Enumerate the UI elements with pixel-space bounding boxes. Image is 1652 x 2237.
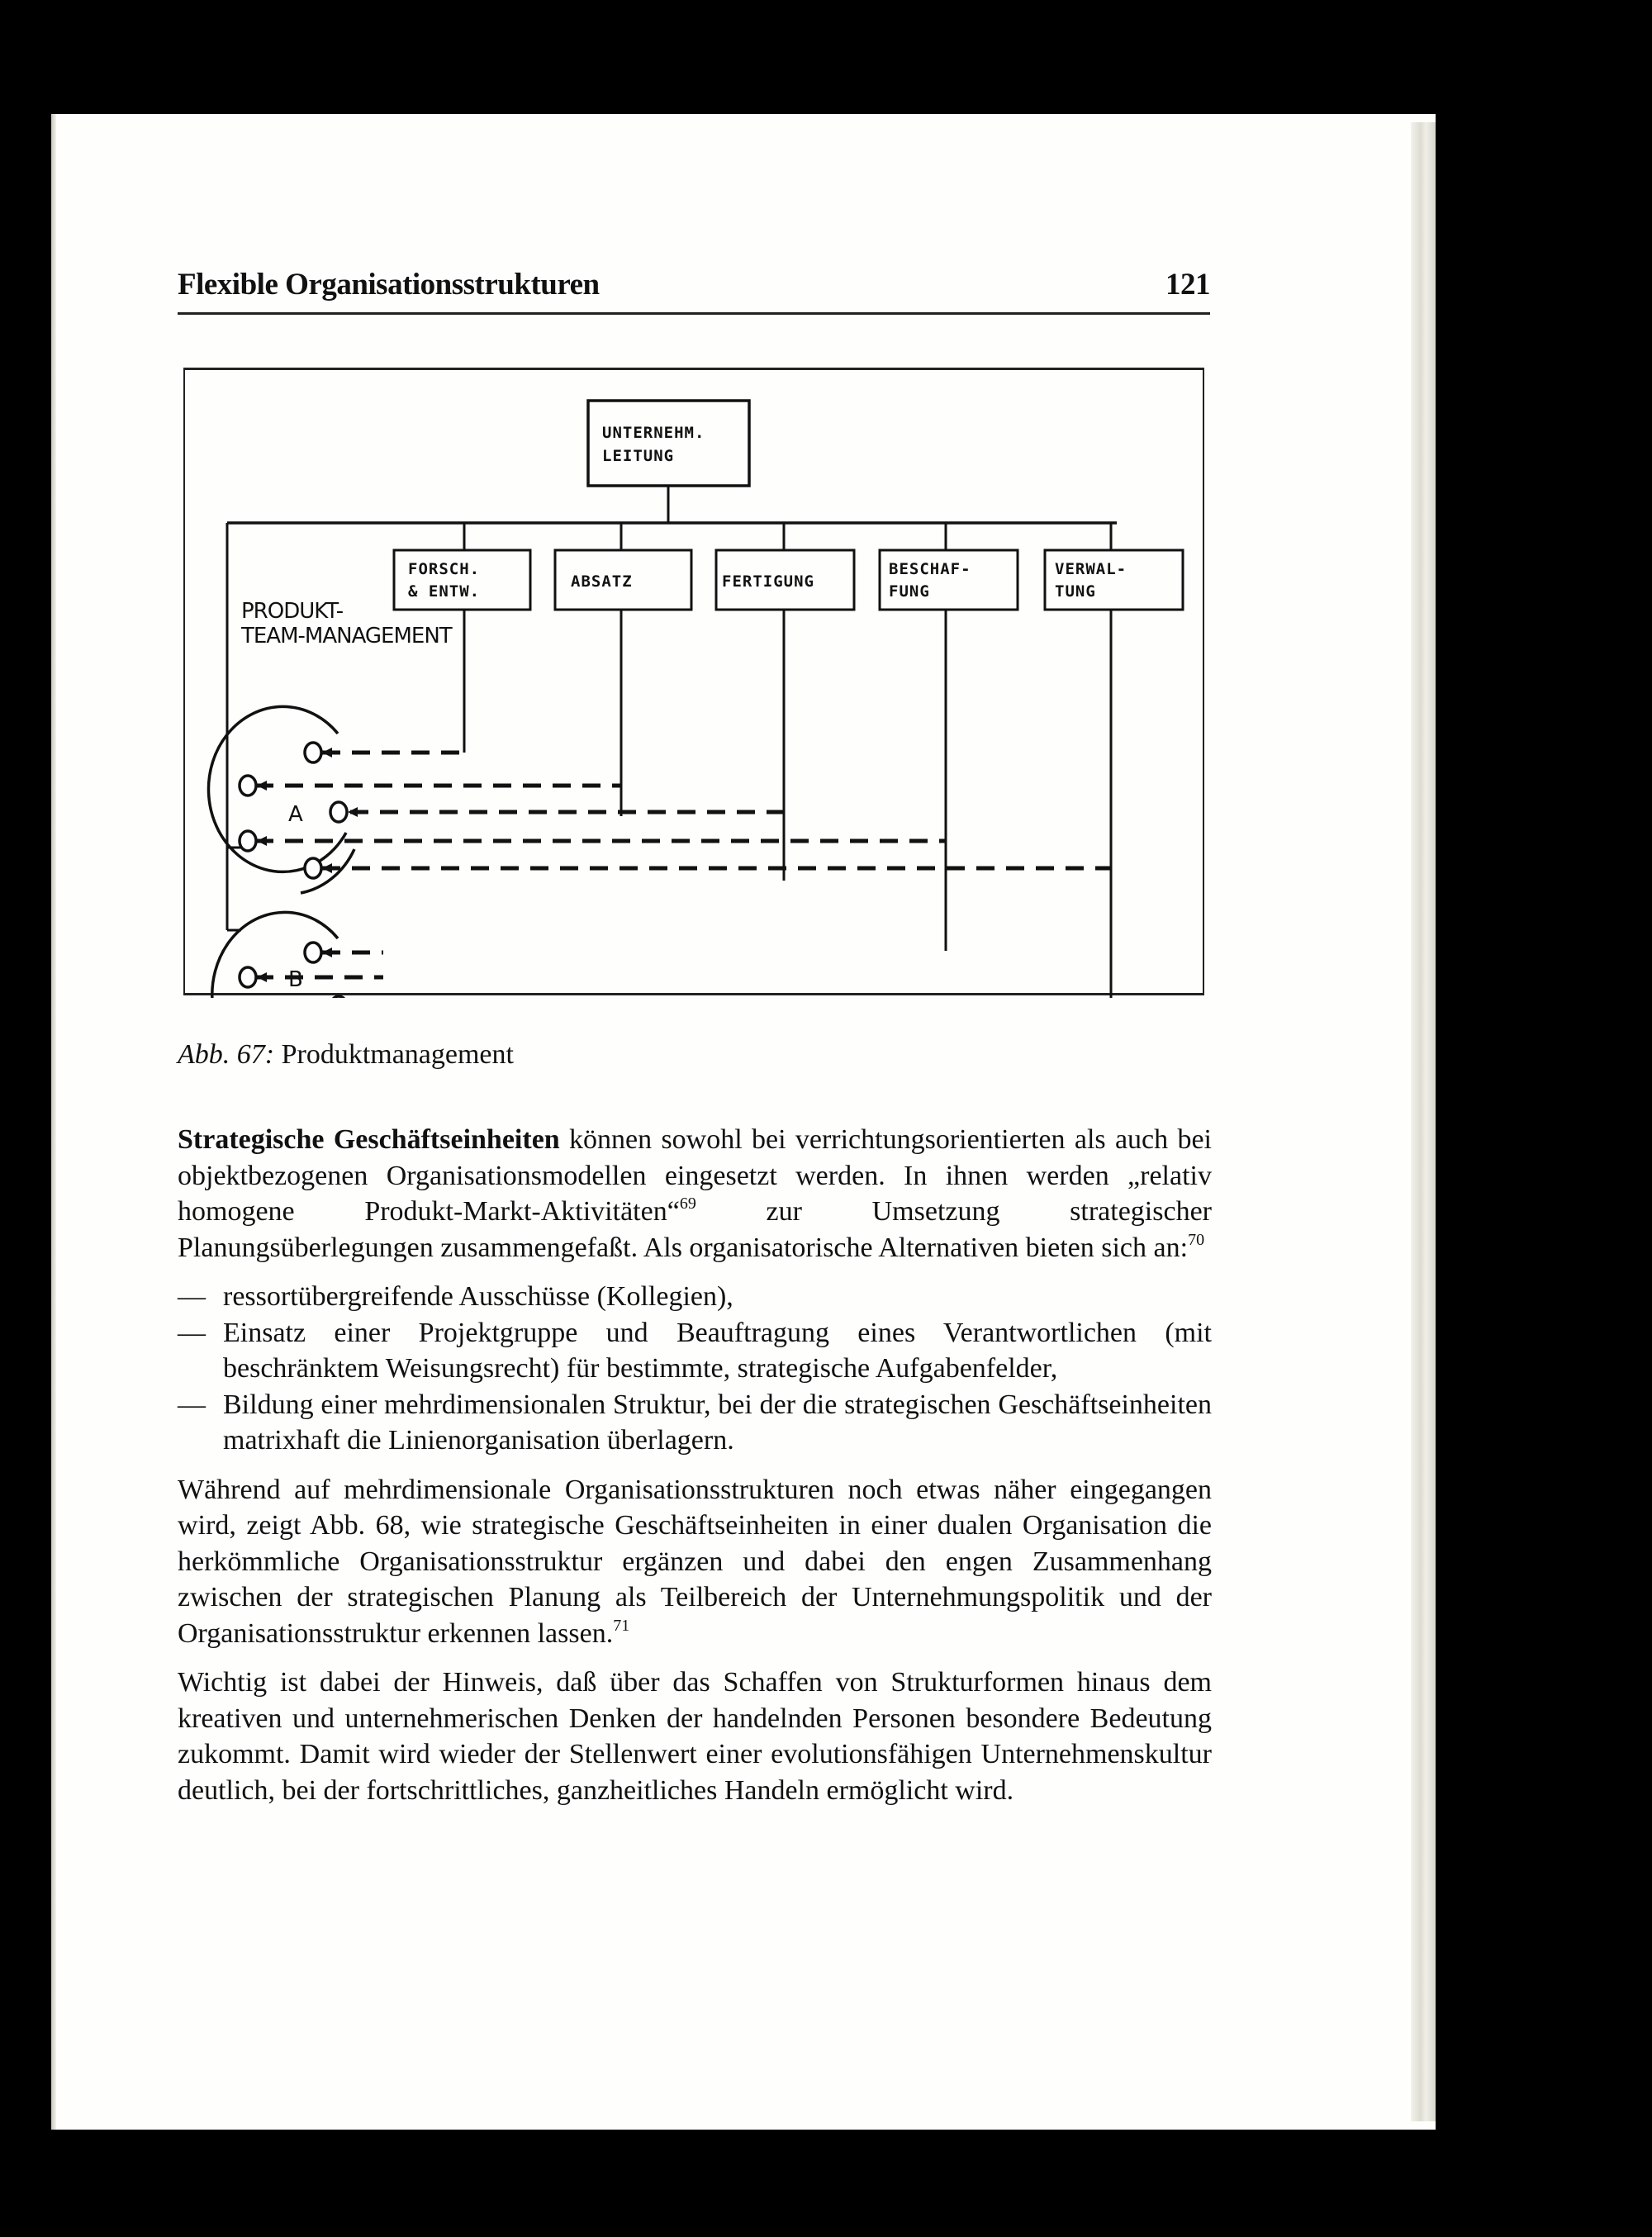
team-a-circle bbox=[208, 706, 354, 893]
dept-box-beschaf bbox=[880, 550, 1018, 610]
list-item bbox=[178, 1279, 1212, 1315]
team-b-member bbox=[240, 967, 256, 987]
alternatives-list bbox=[178, 1279, 1212, 1459]
page-gutter bbox=[51, 114, 56, 2130]
team-b-member bbox=[305, 943, 321, 962]
team-b-label: B bbox=[288, 967, 302, 992]
footnote-ref: 70 bbox=[1188, 1230, 1205, 1249]
team-a-member bbox=[240, 776, 256, 796]
team-a-member bbox=[330, 802, 347, 822]
team-management-line2: TEAM-MANAGEMENT bbox=[241, 624, 452, 648]
list-item-text: Bildung einer mehrdimensionalen Struktur, bei der die strategischen Geschäftseinheiten matrixhaft die Linienorganisation überlagern. bbox=[223, 1389, 1212, 1456]
caption-text: Produktmanagement bbox=[281, 1039, 514, 1070]
footnote-ref: 71 bbox=[613, 1616, 630, 1635]
team-a-label: A bbox=[288, 802, 302, 827]
org-chart-figure bbox=[183, 368, 1204, 995]
team-a-member bbox=[305, 743, 321, 762]
dept-fertigung-label: FERTIGUNG bbox=[722, 572, 814, 591]
org-chart-svg bbox=[185, 370, 1206, 998]
dept-box-verwal bbox=[1045, 550, 1183, 610]
dept-beschaf-line2: FUNG bbox=[889, 582, 930, 601]
paragraph-1-text-b: zur Umsetzung strategischer Planungsüberlegungen zusammengefaßt. Als organisatorische Alternativen bieten sich an: bbox=[178, 1196, 1212, 1263]
team-a-member bbox=[240, 831, 256, 851]
list-item bbox=[178, 1315, 1212, 1387]
running-head bbox=[178, 267, 1210, 302]
dept-beschaf-line1: BESCHAF- bbox=[889, 560, 971, 578]
dept-verwal-line1: VERWAL- bbox=[1055, 560, 1127, 578]
top-unit-box bbox=[588, 401, 749, 486]
dept-forsch-line1: FORSCH. bbox=[408, 560, 481, 578]
header-rule bbox=[178, 312, 1210, 315]
caption-label: Abb. 67: bbox=[178, 1039, 275, 1070]
paragraph-1-text-a: können sowohl bei verrichtungsorientierten als auch bei objektbezogenen Organisationsmodellen eingesetzt werden. In ihnen werden „relativ homogene Produkt-Markt-Aktivitäten“ bbox=[178, 1124, 1212, 1227]
page-number: 121 bbox=[1165, 268, 1210, 302]
dept-absatz-label: ABSATZ bbox=[571, 572, 633, 591]
dash-marker: — bbox=[178, 1281, 206, 1312]
top-unit-line1: UNTERNEHM. bbox=[602, 424, 705, 442]
bold-term: Strategische Geschäftseinheiten bbox=[178, 1124, 560, 1155]
team-management-line1: PRODUKT- bbox=[241, 599, 344, 624]
paragraph-3: Wichtig ist dabei der Hinweis, daß über das Schaffen von Strukturformen hinaus dem kreativen und unternehmerischen Denken der handelnden Personen besondere Bedeutung zukommt. Damit wird wieder der Stellenwert einer evolutionsfähigen Unternehmenskultur deutlich, bei der fortschrittliches, ganzheitliches Handeln ermöglicht wird. bbox=[178, 1667, 1212, 1806]
figure-caption bbox=[178, 1039, 514, 1071]
team-a-member bbox=[305, 858, 321, 878]
paragraph-2-text: Während auf mehrdimensionale Organisationsstrukturen noch etwas näher eingegangen wird, zeigt Abb. 68, wie strategische Geschäftseinheiten in einer dualen Organisation die herkömmliche Organisationsstruktur ergänzen und dabei den engen Zusammenhang zwischen der strategischen Planung als Teilbereich der Unternehmungspolitik und der Organisationsstruktur erkennen lassen. bbox=[178, 1474, 1212, 1649]
footnote-ref: 69 bbox=[679, 1194, 696, 1213]
paragraph-1 bbox=[178, 1122, 1212, 1266]
list-item-text: ressortübergreifende Ausschüsse (Kollegien), bbox=[223, 1281, 733, 1312]
team-b-member bbox=[330, 996, 347, 998]
dept-box-forsch bbox=[394, 550, 530, 610]
list-item bbox=[178, 1387, 1212, 1459]
chapter-title: Flexible Organisationsstrukturen bbox=[178, 268, 600, 302]
paragraph-2 bbox=[178, 1472, 1212, 1652]
dept-forsch-line2: & ENTW. bbox=[408, 582, 481, 601]
dash-marker: — bbox=[178, 1389, 206, 1420]
dept-verwal-line2: TUNG bbox=[1055, 582, 1096, 601]
top-unit-line2: LEITUNG bbox=[602, 447, 675, 465]
dash-marker: — bbox=[178, 1317, 206, 1348]
list-item-text: Einsatz einer Projektgruppe und Beauftragung eines Verantwortlichen (mit beschränktem Weisungsrecht) für bestimmte, strategische Aufgabenfelder, bbox=[223, 1317, 1212, 1384]
page-edge bbox=[1411, 122, 1436, 2121]
body-text bbox=[178, 1122, 1212, 1821]
